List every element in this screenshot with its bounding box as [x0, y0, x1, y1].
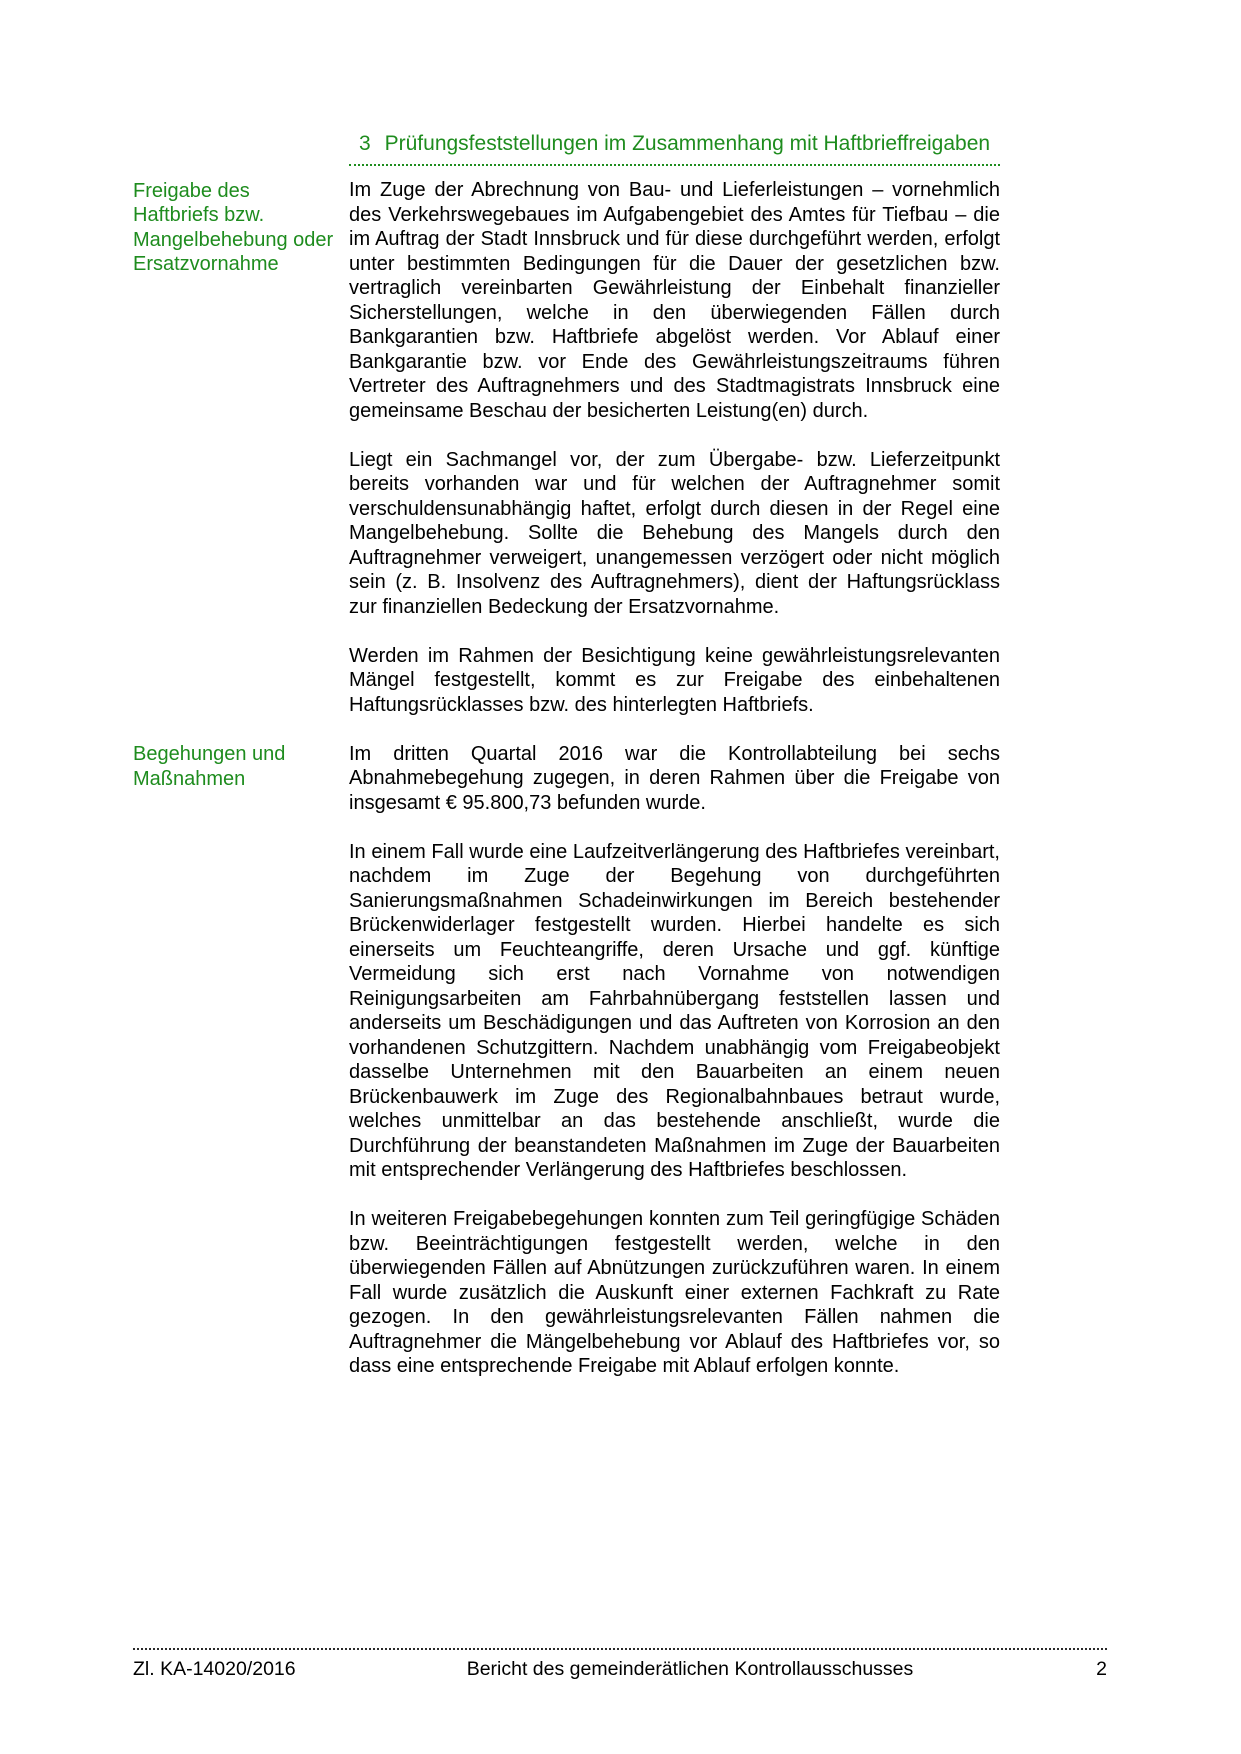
page-content — [133, 130, 1000, 1403]
body-paragraph: Im dritten Quartal 2016 war die Kontrollabteilung bei sechs Abnahmebegehung zugegen, in deren Rahmen über die Freigabe von insgesamt € 95.800,73 befunden wurde. — [349, 742, 1000, 814]
body-paragraph: Im Zuge der Abrechnung von Bau- und Lieferleistungen – vornehmlich des Verkehrswegebaues im Aufgabengebiet des Amtes für Tiefbau – die im Auftrag der Stadt Innsbruck und für diese durchgeführt werden, erfolgt unter bestimmten Bedingungen für die Dauer der gesetzlichen bzw. vertraglich vereinbarten Gewährleistung der Einbehalt finanzieller Sicherstellungen, welche in den überwiegenden Fällen durch Bankgarantien bzw. Haftbriefe abgelöst werden. Vor Ablauf einer Bankgarantie bzw. vor Ende des Gewährleistungszeitraums führen Vertreter des Auftragnehmers und des Stadtmagistrats Innsbruck eine gemeinsame Beschau der besicherten Leistung(en) durch. — [349, 179, 1000, 422]
body-paragraph: In einem Fall wurde eine Laufzeitverlängerung des Haftbriefes vereinbart, nachdem im Zuge der Begehung von durchgeführten Sanierungsmaßnahmen Schadeinwirkungen im Bereich bestehender Brückenwiderlager festgestellt wurden. Hierbei handelte es sich einerseits um Feuchteangriffe, deren Ursache und ggf. künftige Vermeidung sich erst nach Vornahme von notwendigen Reinigungsarbeiten am Fahrbahnübergang feststellen lassen und anderseits um Beschädigungen und das Auftreten von Korrosion an den vorhandenen Schutzgittern. Nachdem unabhängig vom Freigabeobjekt dasselbe Unternehmen mit den Bauarbeiten an einem neuen Brückenbauwerk im Zuge des Regionalbahnbaues betraut wurde, welches unmittelbar an das bestehende anschließt, wurde die Durchführung der beanstandeten Maßnahmen im Zuge der Bauarbeiten mit entsprechender Verlängerung des Haftbriefes beschlossen. — [349, 840, 1000, 1181]
paragraph-group — [349, 178, 1000, 742]
footer-report-title: Bericht des gemeinderätlichen Kontrollausschusses — [466, 1658, 914, 1680]
footer-reference-number: Zl. KA-14020/2016 — [133, 1658, 296, 1680]
margin-label: Begehungen und Maßnahmen — [133, 743, 286, 790]
section-heading-title: Prüfungsfeststellungen im Zusammenhang mit Haftbrieffreigaben — [384, 132, 991, 155]
content-section — [133, 742, 1000, 1404]
footer-page-number: 2 — [1096, 1658, 1107, 1680]
content-section — [133, 178, 1000, 742]
body-paragraph: In weiteren Freigabebegehungen konnten zum Teil geringfügige Schäden bzw. Beeinträchtigungen festgestellt werden, welche in den überwiegenden Fällen auf Abnützungen zurückzuführen waren. In einem Fall wurde zusätzlich die Auskunft einer externen Fachkraft zu Rate gezogen. In den gewährleistungsrelevanten Fällen nahmen die Auftragnehmer die Mängelbehebung vor Ablauf des Haftbriefes vor, so dass eine entsprechende Freigabe mit Ablauf erfolgen konnte. — [349, 1208, 1000, 1377]
section-heading — [349, 130, 1000, 166]
paragraph-group — [349, 742, 1000, 1404]
section-heading-number: 3 — [358, 132, 371, 155]
margin-label: Freigabe des Haftbriefs bzw. Mangelbehebung oder Ersatzvornahme — [133, 179, 334, 275]
page-footer — [133, 1648, 1107, 1681]
body-paragraph: Werden im Rahmen der Besichtigung keine gewährleistungsrelevanten Mängel festgestellt, kommt es zur Freigabe des einbehaltenen Haftungsrücklasses bzw. des hinterlegten Haftbriefs. — [349, 644, 1000, 716]
body-paragraph: Liegt ein Sachmangel vor, der zum Übergabe- bzw. Lieferzeitpunkt bereits vorhanden war und für welchen der Auftragnehmer somit verschuldensunabhängig haftet, erfolgt durch diesen in der Regel eine Mangelbehebung. Sollte die Behebung des Mangels durch den Auftragnehmer verweigert, unangemessen verzögert oder nicht möglich sein (z. B. Insolvenz des Auftragnehmers), dient der Haftungsrücklass zur finanziellen Bedeckung der Ersatzvornahme. — [349, 448, 1000, 618]
